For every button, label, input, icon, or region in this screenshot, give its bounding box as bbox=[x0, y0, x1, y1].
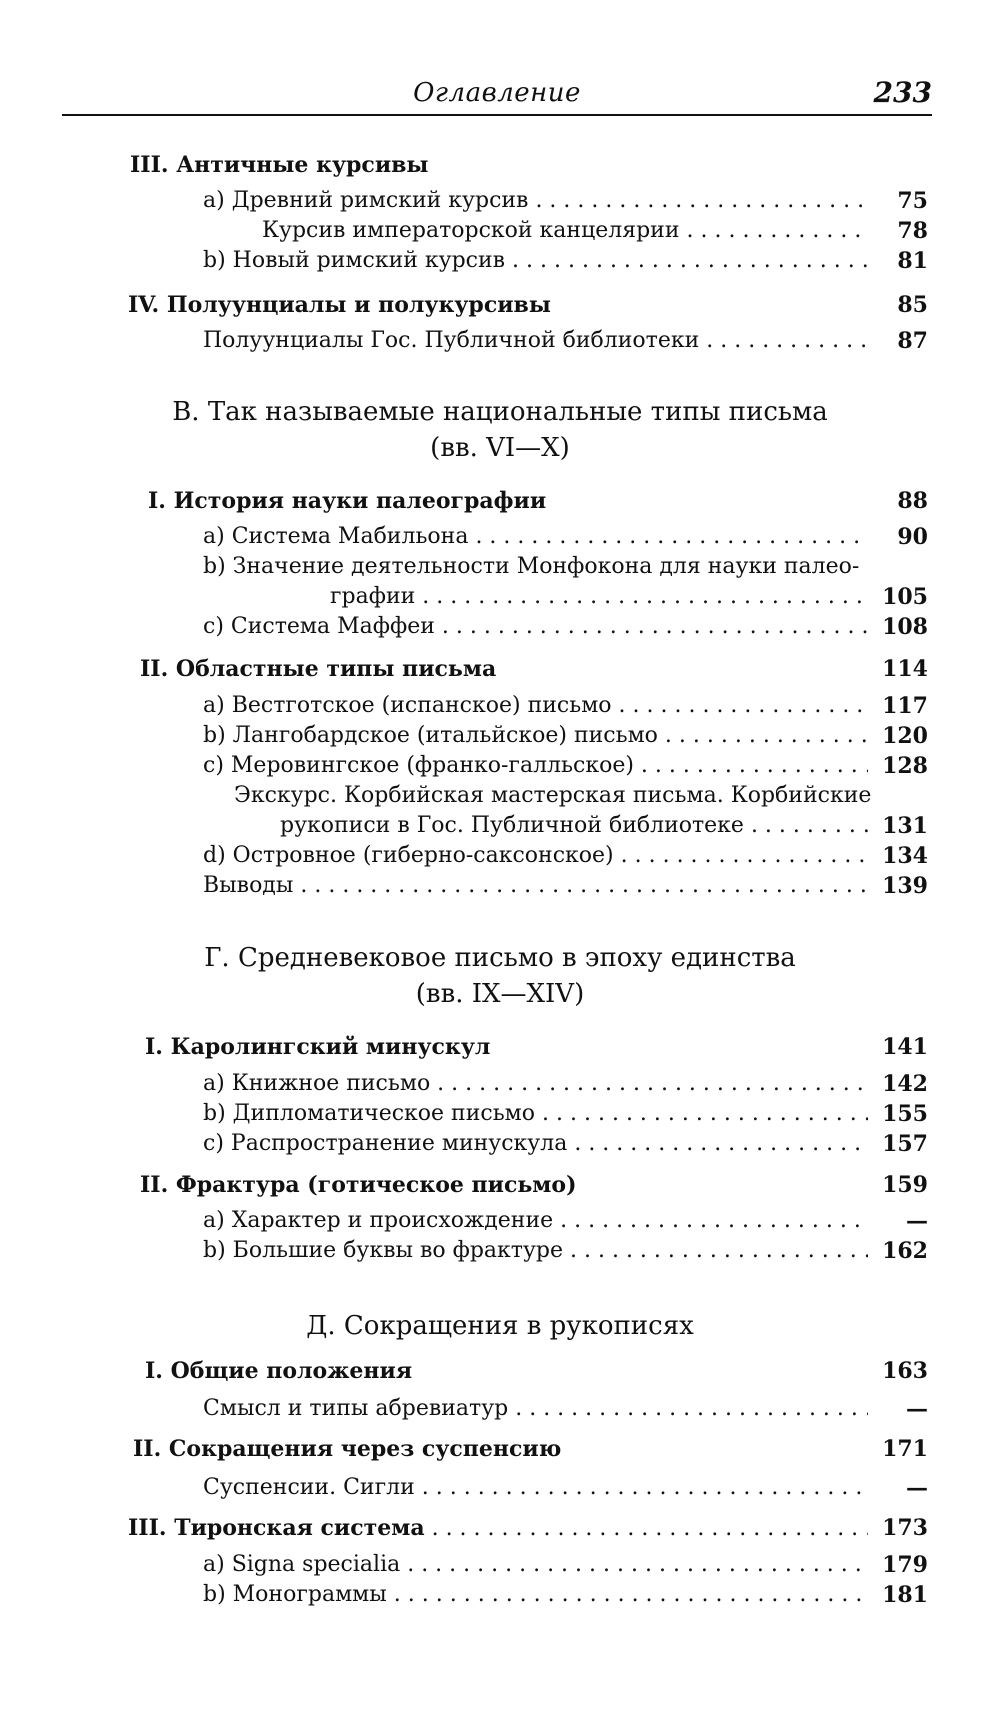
section-subtitle-line: (вв. VI—X) bbox=[430, 433, 570, 463]
toc-entry: b) Лангобардское (итальйское) письмо . . . bbox=[203, 721, 870, 751]
toc-page-ref: 87 bbox=[868, 326, 928, 356]
toc-entry-row bbox=[0, 216, 1000, 246]
toc-page-ref: 85 bbox=[868, 290, 928, 320]
toc-page-ref: — bbox=[868, 1473, 928, 1503]
toc-entry-row bbox=[0, 246, 1000, 276]
toc-entry-row bbox=[0, 781, 1000, 811]
toc-entry: a) Древний римский курсив . . . bbox=[203, 186, 870, 216]
toc-entry: Экскурс. Корбийская мастерская письма. Корбийские bbox=[234, 783, 872, 808]
toc-page-ref: 155 bbox=[868, 1099, 928, 1129]
toc-entry-row bbox=[0, 1236, 1000, 1266]
section-title-v bbox=[0, 394, 1000, 466]
toc-entry: Полуунциалы Гос. Публичной библиотеки . . . bbox=[203, 326, 870, 356]
toc-heading-row bbox=[0, 1513, 1000, 1543]
toc-page-ref: 90 bbox=[868, 522, 928, 552]
toc-entry-row bbox=[0, 552, 1000, 582]
toc-page-ref: 162 bbox=[868, 1236, 928, 1266]
running-header bbox=[62, 74, 932, 116]
toc-entry-row bbox=[0, 841, 1000, 871]
toc-heading-row bbox=[0, 290, 1000, 320]
toc-entry-row bbox=[0, 582, 1000, 612]
toc-entry: c) Система Маффеи . . . bbox=[203, 612, 870, 642]
toc-entry: a) Signa specialia . . . bbox=[203, 1550, 870, 1580]
toc-entry: рукописи в Гос. Публичной библиотеке . . . bbox=[280, 811, 870, 841]
toc-heading: III. Тиронская система . . . bbox=[128, 1513, 870, 1543]
toc-entry-row bbox=[0, 691, 1000, 721]
page-number: 233 bbox=[873, 76, 932, 109]
toc-entry-row bbox=[0, 1129, 1000, 1159]
toc-heading: II. Сокращения через суспенсию bbox=[133, 1436, 562, 1462]
section-title-d bbox=[0, 1308, 1000, 1344]
toc-entry: b) Дипломатическое письмо . . . bbox=[203, 1099, 870, 1129]
running-title: Оглавление bbox=[413, 78, 581, 108]
toc-page-ref: 159 bbox=[868, 1170, 928, 1200]
toc-heading: I. Общие положения bbox=[145, 1358, 413, 1384]
toc-page-ref: 134 bbox=[868, 841, 928, 871]
toc-heading: IV. Полуунциалы и полукурсивы bbox=[128, 292, 551, 318]
toc-entry-row bbox=[0, 326, 1000, 356]
toc-page-ref: 120 bbox=[868, 721, 928, 751]
toc-entry-row bbox=[0, 1394, 1000, 1424]
toc-page-ref: — bbox=[868, 1206, 928, 1236]
toc-entry-row bbox=[0, 1069, 1000, 1099]
toc-entry: Суспенсии. Сигли . . . bbox=[203, 1473, 870, 1503]
toc-heading-row bbox=[0, 1170, 1000, 1200]
toc-entry-row bbox=[0, 1206, 1000, 1236]
toc-page-ref: 114 bbox=[868, 654, 928, 684]
toc-page-ref: 78 bbox=[868, 216, 928, 246]
toc-page-ref: — bbox=[868, 1394, 928, 1424]
toc-entry: графии . . . bbox=[330, 582, 870, 612]
toc-entry-row bbox=[0, 1473, 1000, 1503]
section-title-g bbox=[0, 940, 1000, 1012]
toc-page-ref: 157 bbox=[868, 1129, 928, 1159]
toc-heading: II. Областные типы письма bbox=[140, 656, 497, 682]
toc-page-ref: 128 bbox=[868, 751, 928, 781]
toc-page-ref: 105 bbox=[868, 582, 928, 612]
toc-page-ref: 141 bbox=[868, 1032, 928, 1062]
toc-entry-row bbox=[0, 612, 1000, 642]
toc-entry-row bbox=[0, 522, 1000, 552]
toc-entry: a) Вестготское (испанское) письмо . . . bbox=[203, 691, 870, 721]
toc-entry: a) Характер и происхождение . . . bbox=[203, 1206, 870, 1236]
toc-page-ref: 88 bbox=[868, 486, 928, 516]
toc-page-ref: 81 bbox=[868, 246, 928, 276]
toc-page-ref: 173 bbox=[868, 1513, 928, 1543]
toc-entry-row bbox=[0, 871, 1000, 901]
toc-heading-row bbox=[0, 654, 1000, 684]
toc-entry: Смысл и типы абревиатур . . . bbox=[203, 1394, 870, 1424]
toc-entry: c) Меровингское (франко-галльское) . . . bbox=[203, 751, 870, 781]
toc-page-ref: 179 bbox=[868, 1550, 928, 1580]
toc-page-ref: 75 bbox=[868, 186, 928, 216]
toc-entry-row bbox=[0, 721, 1000, 751]
toc-heading: II. Фрактура (готическое письмо) bbox=[140, 1172, 577, 1198]
toc-entry-row bbox=[0, 1580, 1000, 1610]
section-title-line: В. Так называемые национальные типы письма bbox=[172, 397, 828, 427]
toc-heading: I. История науки палеографии bbox=[148, 488, 547, 514]
toc-entry-row bbox=[0, 811, 1000, 841]
toc-page-ref: 108 bbox=[868, 612, 928, 642]
toc-entry: b) Большие буквы во фрактуре . . . bbox=[203, 1236, 870, 1266]
toc-entry: c) Распространение минускула . . . bbox=[203, 1129, 870, 1159]
toc-entry-row bbox=[0, 1099, 1000, 1129]
toc-entry: a) Система Мабильона . . . bbox=[203, 522, 870, 552]
toc-page-ref: 171 bbox=[868, 1434, 928, 1464]
section-title-line: Д. Сокращения в рукописях bbox=[306, 1311, 694, 1341]
toc-page-ref: 181 bbox=[868, 1580, 928, 1610]
toc-entry: b) Монограммы . . . bbox=[203, 1580, 870, 1610]
toc-entry-row bbox=[0, 186, 1000, 216]
toc-heading-row bbox=[0, 1434, 1000, 1464]
toc-heading-row bbox=[0, 486, 1000, 516]
toc-entry: d) Островное (гиберно-саксонское) . . . bbox=[203, 841, 870, 871]
toc-page-ref: 139 bbox=[868, 871, 928, 901]
toc-heading: III. Античные курсивы bbox=[130, 152, 429, 178]
section-subtitle-line: (вв. IX—XIV) bbox=[415, 979, 585, 1009]
toc-entry-row bbox=[0, 751, 1000, 781]
section-title-line: Г. Средневековое письмо в эпоху единства bbox=[204, 943, 796, 973]
toc-page-ref: 163 bbox=[868, 1356, 928, 1386]
toc-entry: b) Новый римский курсив . . . bbox=[203, 246, 870, 276]
toc-page-ref: 117 bbox=[868, 691, 928, 721]
toc-entry: b) Значение деятельности Монфокона для науки палео- bbox=[203, 554, 860, 579]
toc-heading-row bbox=[0, 1356, 1000, 1386]
toc-entry: a) Книжное письмо . . . bbox=[203, 1069, 870, 1099]
toc-entry: Курсив императорской канцелярии . . . bbox=[262, 216, 870, 246]
toc-page-ref: 131 bbox=[868, 811, 928, 841]
toc-page-ref: 142 bbox=[868, 1069, 928, 1099]
toc-entry: Выводы . . . bbox=[203, 871, 870, 901]
toc-heading-row bbox=[0, 1032, 1000, 1062]
toc-heading-row bbox=[0, 150, 1000, 180]
toc-entry-row bbox=[0, 1550, 1000, 1580]
toc-heading: I. Каролингский минускул bbox=[145, 1034, 491, 1060]
